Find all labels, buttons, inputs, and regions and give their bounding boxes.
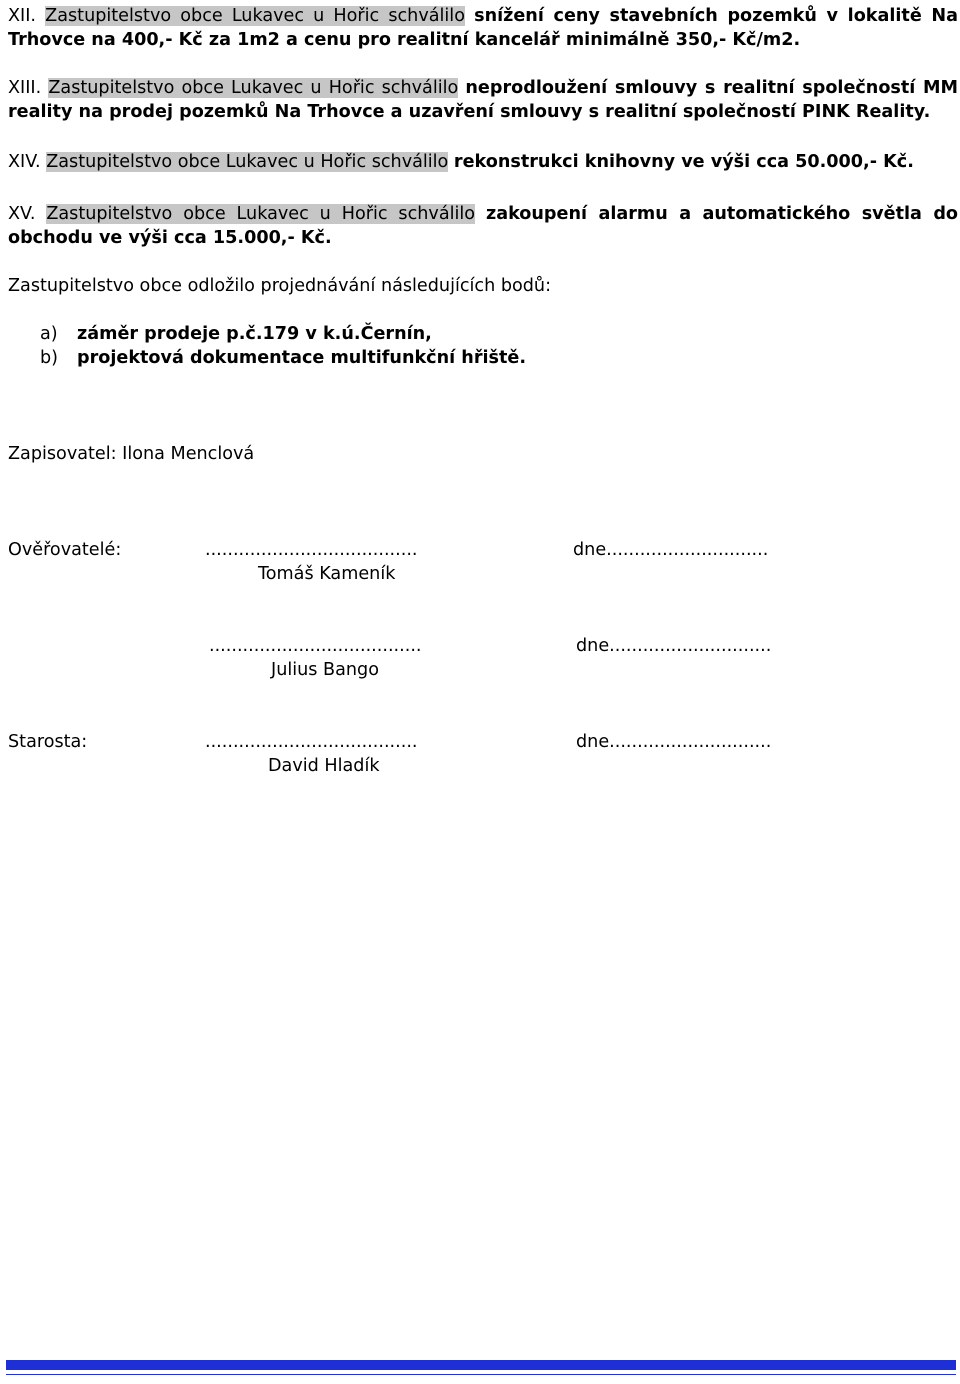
council-approved-label: Zastupitelstvo obce Lukavec u Hořic schválilo xyxy=(45,6,465,26)
recorder: Zapisovatel: Ilona Menclová xyxy=(8,444,255,464)
date-line: dne............................. xyxy=(576,636,772,656)
council-approved-label: Zastupitelstvo obce Lukavec u Hořic schválilo xyxy=(48,78,459,98)
resolution-xv xyxy=(8,202,958,250)
mayor-label: Starosta: xyxy=(8,732,88,752)
postponed-intro: Zastupitelstvo obce odložilo projednávání následujících bodů: xyxy=(8,276,552,296)
signature-line: ...................................... xyxy=(205,732,418,752)
council-approved-label: Zastupitelstvo obce Lukavec u Hořic schválilo xyxy=(46,204,476,224)
resolution-xiii xyxy=(8,76,958,124)
list-item-text: záměr prodeje p.č.179 v k.ú.Černín, xyxy=(77,324,432,344)
resolution-xii xyxy=(8,4,958,52)
resolution-number: XII. xyxy=(8,6,37,26)
date-line: dne............................. xyxy=(576,732,772,752)
footer-rule xyxy=(6,1360,956,1370)
resolution-text: rekonstrukci knihovny ve výši cca 50.000,- Kč. xyxy=(453,152,914,172)
mayor-name: David Hladík xyxy=(268,756,380,776)
list-item xyxy=(40,346,58,370)
verifier-name: Julius Bango xyxy=(271,660,379,680)
verifiers-label: Ověřovatelé: xyxy=(8,540,122,560)
resolution-number: XIV. xyxy=(8,152,41,172)
council-approved-label: Zastupitelstvo obce Lukavec u Hořic schválilo xyxy=(46,152,449,172)
verifier-name: Tomáš Kameník xyxy=(258,564,396,584)
footer-thin-rule xyxy=(6,1374,956,1375)
list-item-letter: a) xyxy=(40,324,58,344)
signature-line: ...................................... xyxy=(205,540,418,560)
resolution-text: zakoupení alarmu a automatického světla do obchodu ve výši cca 15.000,- Kč. xyxy=(8,204,959,248)
list-item-text: projektová dokumentace multifunkční hřiště. xyxy=(77,348,527,368)
resolution-xiv xyxy=(8,150,958,174)
list-item-letter: b) xyxy=(40,348,59,368)
list-item xyxy=(40,322,58,346)
resolution-text: neprodloužení smlouvy s realitní společností MM reality na prodej pozemků Na Trhovce a uzavření smlouvy s realitní společností PINK Reality. xyxy=(8,78,959,122)
signature-line: ...................................... xyxy=(209,636,422,656)
resolution-number: XIII. xyxy=(8,78,42,98)
resolution-number: XV. xyxy=(8,204,36,224)
resolution-text: snížení ceny stavebních pozemků v lokalitě Na Trhovce na 400,- Kč za 1m2 a cenu pro realitní kancelář minimálně 350,- Kč/m2. xyxy=(8,6,959,50)
date-line: dne............................. xyxy=(573,540,769,560)
